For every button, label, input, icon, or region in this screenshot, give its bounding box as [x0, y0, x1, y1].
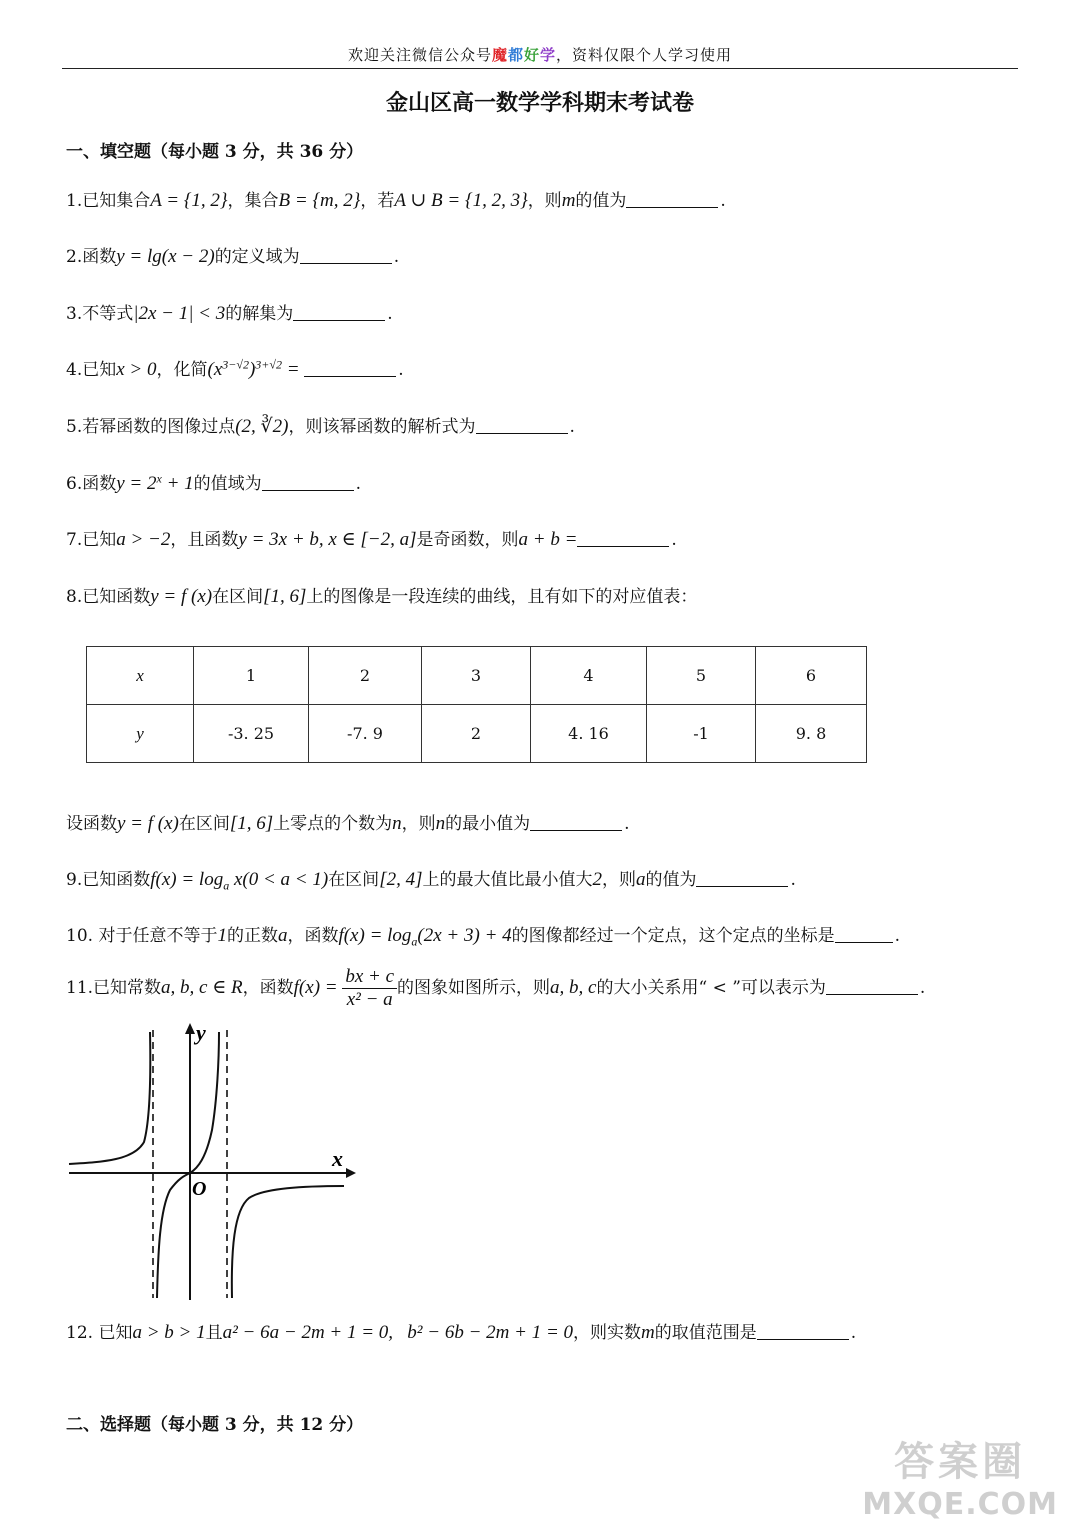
q6-text-2: 的值域为: [193, 474, 262, 494]
q6-math-2: + 1: [161, 473, 194, 494]
origin-label: O: [192, 1178, 207, 1200]
y-axis-label: y: [196, 1020, 206, 1045]
q9-text-4: ，则: [601, 870, 636, 890]
question-number: 11.: [66, 978, 94, 998]
answer-blank[interactable]: [262, 472, 354, 491]
answer-blank[interactable]: [626, 189, 718, 208]
q1-text-4: ，则: [527, 191, 562, 211]
table-cell: 5: [647, 647, 756, 705]
table-cell: 4. 16: [531, 705, 647, 763]
question-number: 8.: [66, 587, 83, 607]
q4-math-paren: ): [248, 359, 256, 380]
q8b-text-3: 上零点的个数为: [273, 814, 393, 834]
q12-math-3: m: [641, 1322, 655, 1343]
q6-text: 函数: [82, 474, 117, 494]
curve-right-branch: [232, 1186, 344, 1298]
q8-math: y = f (x): [150, 586, 213, 607]
q10-text-2: 的正数: [226, 926, 278, 946]
answer-blank[interactable]: [577, 528, 669, 547]
q9-math-2: x(0 < a < 1): [229, 869, 329, 890]
table-cell: 1: [194, 647, 309, 705]
q11-numerator: bx + c: [342, 966, 397, 989]
question-number: 2.: [66, 247, 83, 267]
q12-text: 已知: [98, 1323, 133, 1343]
watermark-url: MXQE.COM: [862, 1487, 1058, 1522]
function-graph: [64, 1020, 364, 1305]
question-number: 5.: [66, 417, 83, 437]
q1-text: 已知集合: [82, 191, 151, 211]
curve-left-branch: [69, 1032, 150, 1164]
q1-math-m: m: [561, 190, 576, 211]
answer-blank[interactable]: [826, 976, 918, 995]
q5-math: (2, ∛2): [235, 416, 289, 437]
q11-denominator: x² − a: [346, 989, 393, 1010]
table-cell: -1: [647, 705, 756, 763]
q10-math-2: a: [277, 925, 288, 946]
question-12: 12. 已知a > b > 1且a² − 6a − 2m + 1 = 0, b² − 6b − 2m + 1 = 0，则实数m的取值范围是 .: [66, 1322, 857, 1343]
q11-math: a, b, c ∈ R: [161, 977, 243, 998]
question-7: 7.已知a > −2，且函数y = 3x + b, x ∈ [−2, a]是奇函数，则a + b = .: [66, 529, 677, 550]
answer-blank[interactable]: [835, 924, 893, 943]
q3-text: 不等式: [82, 304, 134, 324]
q3-math: |2x − 1| < 3: [133, 303, 226, 324]
q8b-math-2: [1, 6]: [229, 813, 274, 834]
question-5: 5.若幂函数的图像过点(2, ∛2)，则该幂函数的解析式为 .: [66, 416, 575, 437]
question-10: 10. 对于任意不等于1的正数a，函数$f(x) = \log_a(2x + 3) + 4$的图像都经过一个定点，这个定点的坐标是 .: [66, 925, 901, 949]
question-number: 12.: [66, 1323, 94, 1343]
q9-log-base: a: [223, 878, 230, 893]
q8b-math-n-2: n: [435, 813, 446, 834]
q11-text-4: 的大小关系用“ < ”可以表示为: [596, 978, 826, 998]
header-prefix: 欢迎关注微信公众号: [347, 46, 492, 64]
q8b-math-n: n: [392, 813, 402, 834]
page-header: [0, 44, 1080, 65]
q6-math: y = 2: [116, 473, 157, 494]
q12-text-3: ，则实数: [573, 1323, 642, 1343]
q11-text-2: ，函数: [242, 978, 294, 998]
question-number: 6.: [66, 474, 83, 494]
q10-log-base: a: [411, 934, 418, 949]
table-cell: -3. 25: [194, 705, 309, 763]
answer-blank[interactable]: [476, 415, 568, 434]
q8b-text-4: ，则: [401, 814, 436, 834]
question-1: 1.已知集合A = {1, 2}，集合B = {m, 2}，若A ∪ B = {1, 2, 3}，则m的值为 .: [66, 190, 726, 211]
curve-middle-branch: [157, 1032, 219, 1298]
q4-math-eq: =: [281, 359, 305, 380]
q2-math: y = lg(x − 2): [116, 246, 215, 267]
q4-text: 已知: [82, 360, 117, 380]
section-heading-fill-in: 一、填空题（每小题 3 分，共 36 分）: [66, 142, 364, 162]
q4-math-base: (x: [207, 359, 223, 380]
brand-char-1: 魔: [491, 46, 508, 64]
q11-fraction: [342, 966, 397, 1011]
table-cell: -7. 9: [309, 705, 422, 763]
q11-math-3: a, b, c: [550, 977, 597, 998]
q1-math-b: B = {m, 2}: [278, 190, 361, 211]
q2-text: 函数: [82, 247, 117, 267]
q12-text-2: 且: [205, 1323, 223, 1343]
q7-math-3: a + b =: [518, 529, 578, 550]
q6-exponent: x: [156, 471, 162, 486]
table-row-header: x: [87, 647, 194, 705]
q12-math-2: a² − 6a − 2m + 1 = 0, b² − 6b − 2m + 1 = 0: [222, 1322, 574, 1343]
question-4: 4.已知x > 0，化简$(x^{3-√2})^{3+√2}$ = .: [66, 357, 404, 380]
q10-text: 对于任意不等于: [98, 926, 218, 946]
page-title: 金山区高一数学学科期末考试卷: [385, 90, 694, 116]
table-row: [87, 647, 867, 705]
table-cell: 4: [531, 647, 647, 705]
brand-char-4: 学: [540, 46, 557, 64]
table-cell: 2: [422, 705, 531, 763]
q1-text-5: 的值为: [575, 191, 627, 211]
q8-text: 已知函数: [82, 587, 151, 607]
q1-text-2: ，集合: [227, 191, 279, 211]
question-number: 1.: [66, 191, 83, 211]
q7-text-3: 是奇函数，则: [416, 530, 519, 550]
q8-math-2: [1, 6]: [263, 586, 307, 607]
answer-blank[interactable]: [530, 812, 622, 831]
q10-text-4: 的图像都经过一个定点，这个定点的坐标是: [511, 926, 835, 946]
x-axis-label: x: [332, 1146, 343, 1171]
question-number: 9.: [66, 870, 83, 890]
q9-math-4: 2: [592, 869, 602, 890]
q11-text-3: 的图象如图所示，则: [397, 978, 551, 998]
question-6: 6.函数$y = 2^x + 1$的值域为 .: [66, 471, 362, 494]
answer-blank[interactable]: [293, 302, 385, 321]
q10-math: 1: [217, 925, 227, 946]
question-9: 9.已知函数$f(x) = \log_a x(0 < a < 1)$在区间[2, 4]上的最大值比最小值大2，则a的值为 .: [66, 869, 796, 893]
q4-text-2: ，化简: [156, 360, 208, 380]
q8b-text: 设函数: [66, 814, 117, 834]
question-2: 2.函数y = lg(x − 2)的定义域为 .: [66, 246, 400, 267]
table-cell: 2: [309, 647, 422, 705]
answer-blank[interactable]: [696, 868, 788, 887]
table-cell: 6: [756, 647, 867, 705]
q8b-text-5: 的最小值为: [445, 814, 531, 834]
header-brand: [492, 46, 556, 64]
q9-math-5: a: [635, 869, 646, 890]
q12-math: a > b > 1: [132, 1322, 206, 1343]
question-number: 7.: [66, 530, 83, 550]
q9-math-3: [2, 4]: [379, 869, 423, 890]
q9-text: 已知函数: [82, 870, 151, 890]
q9-text-2: 在区间: [328, 870, 380, 890]
question-8-continued: 设函数y = f (x)在区间[1, 6]上零点的个数为n，则n的最小值为 .: [66, 813, 630, 834]
q10-text-3: ，函数: [287, 926, 339, 946]
q4-exponent-outer: 3+√2: [255, 357, 282, 372]
table-row-header: y: [87, 705, 194, 763]
q7-math: a > −2: [116, 529, 171, 550]
q4-exponent-inner: 3−√2: [222, 357, 249, 372]
brand-char-3: 好: [524, 46, 541, 64]
table-cell: 3: [422, 647, 531, 705]
header-divider: [62, 68, 1018, 69]
q9-text-3: 上的最大值比最小值大: [422, 870, 593, 890]
value-table: [86, 646, 867, 763]
question-number: 10.: [66, 926, 94, 946]
answer-blank[interactable]: [304, 358, 396, 377]
question-3: 3.不等式|2x − 1| < 3的解集为 .: [66, 303, 393, 324]
q9-math: f(x) = log: [150, 869, 224, 890]
table-cell: 9. 8: [756, 705, 867, 763]
q8b-math: y = f (x): [117, 813, 179, 834]
question-11: 11.已知常数a, b, c ∈ R，函数f(x) = $\frac{bx + c}{\text{x² − a}}$ 的图象如图所示，则a, b, c的大小关系用“ < ”可以表示为 .: [66, 966, 926, 1010]
q1-text-3: ，若: [360, 191, 395, 211]
q7-text-2: ，且函数: [170, 530, 239, 550]
q9-text-5: 的值为: [645, 870, 697, 890]
brand-char-2: 都: [507, 46, 524, 64]
x-axis-arrow: [346, 1168, 356, 1178]
q1-math-union: A ∪ B = {1, 2, 3}: [394, 190, 528, 211]
watermark-logo-text: 答案圈: [894, 1439, 1027, 1485]
q4-math-cond: x > 0: [116, 359, 157, 380]
q8b-text-2: 在区间: [178, 814, 230, 834]
q7-math-2: y = 3x + b, x ∈ [−2, a]: [238, 529, 417, 550]
q5-text-2: ，则该幂函数的解析式为: [288, 417, 476, 437]
q8-text-3: 上的图像是一段连续的曲线，且有如下的对应值表：: [306, 587, 698, 607]
table-row: [87, 705, 867, 763]
q1-math-a: A = {1, 2}: [150, 190, 228, 211]
q3-text-2: 的解集为: [225, 304, 294, 324]
q10-math-4: (2x + 3) + 4: [417, 925, 512, 946]
q11-text: 已知常数: [93, 978, 162, 998]
question-number: 4.: [66, 360, 83, 380]
q11-math-2: f(x) =: [293, 977, 343, 998]
answer-blank[interactable]: [300, 245, 392, 264]
y-axis-arrow: [185, 1023, 195, 1034]
question-number: 3.: [66, 304, 83, 324]
question-8: [66, 582, 697, 608]
q8-text-2: 在区间: [212, 587, 264, 607]
q5-text: 若幂函数的图像过点: [82, 417, 236, 437]
answer-blank[interactable]: [757, 1321, 849, 1340]
watermark: [862, 1430, 1058, 1522]
header-suffix: ，资料仅限个人学习使用: [556, 46, 733, 64]
section-heading-choice: 二、选择题（每小题 3 分，共 12 分）: [66, 1415, 364, 1435]
q2-text-2: 的定义域为: [214, 247, 300, 267]
q12-text-4: 的取值范围是: [654, 1323, 757, 1343]
q10-math-3: f(x) = log: [338, 925, 412, 946]
q7-text: 已知: [82, 530, 117, 550]
